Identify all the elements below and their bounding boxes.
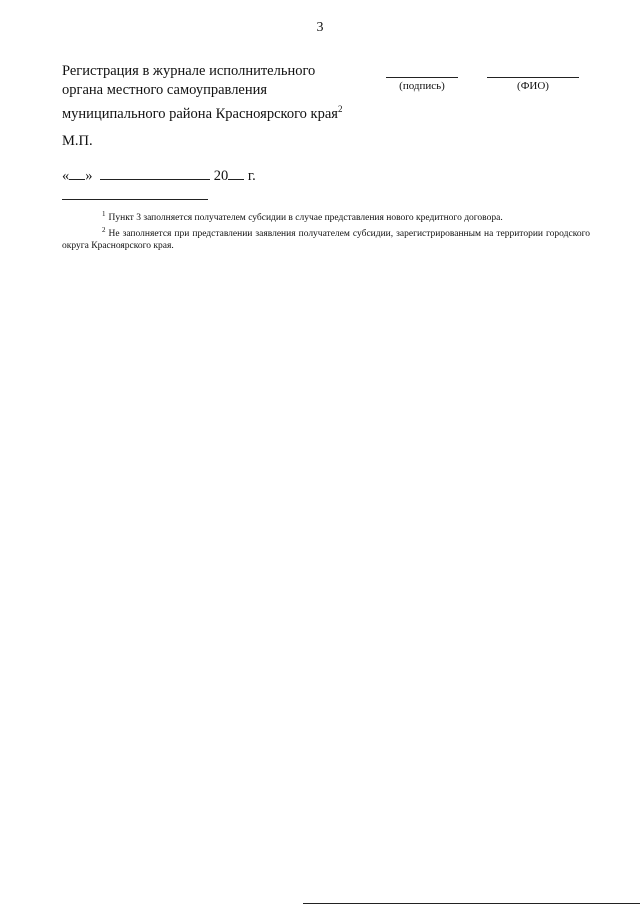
year-suffix: г. <box>247 168 256 184</box>
footnote-1 <box>62 208 590 224</box>
footnote-2 <box>62 224 590 252</box>
footnote-2-text: Не заполняется при представлении заявления получателем субсидии, зарегистрированным на территории городского округа Красноярского края. <box>62 229 590 252</box>
footnote-2-marker: 2 <box>102 226 106 235</box>
day-blank <box>69 167 85 180</box>
bottom-line <box>303 903 640 904</box>
registration-line-3 <box>62 100 382 124</box>
footnote-1-marker: 1 <box>102 210 106 218</box>
year-prefix: 20 <box>213 168 229 184</box>
registration-line-1: Регистрация в журнале исполнительного <box>62 63 316 79</box>
date-open-quote: « <box>62 168 70 184</box>
month-blank <box>100 167 210 180</box>
footnote-1-text: Пункт 3 заполняется получателем субсидии в случае представления нового кредитного договора. <box>108 213 503 224</box>
stamp-label: М.П. <box>62 133 93 149</box>
registration-line-3-text: муниципального района Красноярского края <box>62 105 338 122</box>
footnote-separator <box>62 199 208 200</box>
date-close-quote: » <box>85 168 93 184</box>
year-blank <box>228 167 244 180</box>
signature-line <box>386 77 458 78</box>
date-line <box>62 167 256 185</box>
registration-block <box>62 62 382 124</box>
footnote-ref-2: 2 <box>337 104 343 114</box>
fio-field <box>487 77 579 92</box>
footnotes <box>62 208 590 252</box>
fio-line <box>487 77 579 78</box>
signature-label: (подпись) <box>399 80 445 92</box>
fio-label: (ФИО) <box>517 80 549 92</box>
page-number: 3 <box>316 20 324 35</box>
signature-field <box>386 77 458 92</box>
registration-line-2: органа местного самоуправления <box>62 82 268 98</box>
